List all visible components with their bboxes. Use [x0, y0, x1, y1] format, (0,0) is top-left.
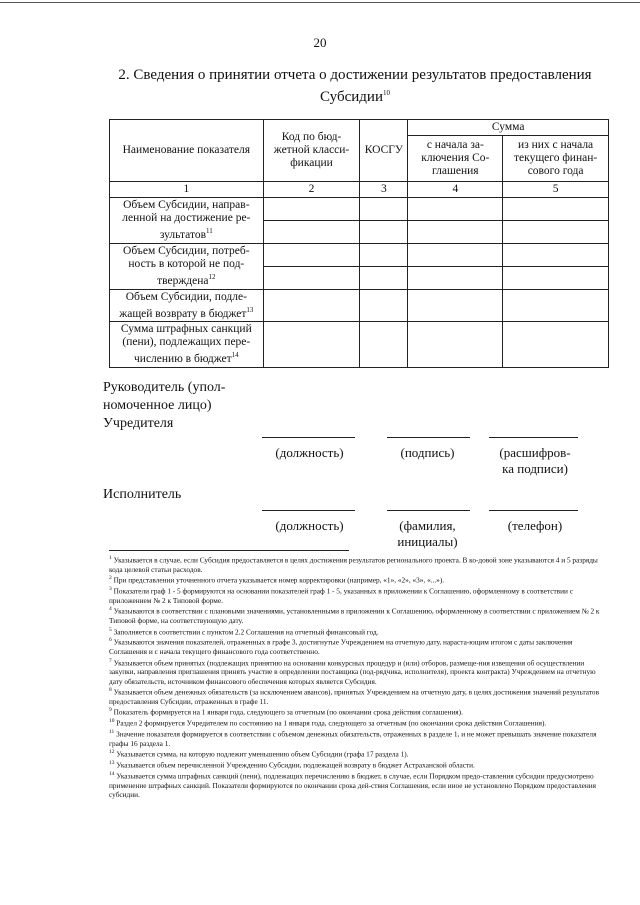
cell — [360, 289, 408, 322]
footnotes — [109, 554, 604, 800]
fullname-caption: (фамилия, инициалы) — [397, 518, 458, 549]
executor-label: Исполнитель — [103, 487, 182, 502]
col-number: 1 — [110, 182, 264, 198]
footnote: $^9$ Показатель формируется на 1 января года, следующего за отчетным (по окончании срока действия соглашения). — [109, 707, 463, 717]
col-number: 3 — [360, 182, 408, 198]
cell — [263, 289, 360, 322]
footnote: $^5$ Заполняется в соответствии с пунктом 2.2 Соглашения на отчетный финансовый год. — [109, 626, 379, 636]
row-label: Объем Субсидии, потреб-ность в которой не под-тверждена$^{12}$ — [110, 243, 264, 289]
cell — [408, 266, 503, 289]
footnote: $^7$ Указывается объем принятых (подлежащих принятию на основании конкурсных процедур и (или) отборов, размеще-ния извещения об осуществлении закупки, направления приглашения принять участие в определении поставщика (под-рядчика, исполнителя), проекта контракта) Учреждением на отчетную дату обязательств, источником финансового обеспечения которых является Субсидия. — [109, 657, 596, 686]
col-number: 5 — [503, 182, 609, 198]
section-title — [100, 66, 610, 106]
table-row — [110, 289, 609, 322]
column-numbers-row — [110, 182, 609, 198]
head-signatory-label: Руководитель (упол- номоченное лицо) Учредителя — [103, 380, 226, 431]
decoding-caption: (расшифров- ка подписи) — [499, 445, 571, 476]
cell — [503, 289, 609, 322]
position-line — [262, 437, 355, 438]
cell — [408, 289, 503, 322]
cell — [503, 266, 609, 289]
footnote: $^{14}$ Указывается сумма штрафных санкций (пени), подлежащих перечислению в бюджет, в случае, если Порядком предо-ставления субсидии предусмотрено применение штрафных санкций. Показатели формируются по окончании срока дей-ствия Соглашения, если иное не установлено Порядком предоставления субсидии. — [109, 771, 597, 800]
cell — [263, 322, 360, 368]
cell — [263, 243, 360, 266]
page-number: 20 — [313, 35, 327, 50]
position-caption: (должность) — [275, 445, 344, 460]
decoding-line — [489, 437, 578, 438]
cell — [503, 322, 609, 368]
header-code: Код по бюд-жетной класси-фикации — [263, 120, 360, 182]
footnote: $^4$ Указываются в соответствии с плановыми значениями, установленными в приложении к Соглашению, оформленному в соответствии с приложением № 2 к Типовой форме, на соответствующую дату. — [109, 606, 600, 626]
cell — [360, 198, 408, 221]
section-title-line2: Субсидии$^{10}$ — [320, 89, 390, 105]
cell — [408, 322, 503, 368]
section-title-line1: 2. Сведения о принятии отчета о достижении результатов предоставления — [118, 67, 592, 83]
cell — [360, 322, 408, 368]
footnote: $^6$ Указываются значения показателей, отраженных в графе 3, достигнутые Учреждением на отчетную дату, нараста-ющим итогом с даты заключения Соглашения и с начала текущего финансового года соответственно. — [109, 637, 573, 657]
header-since-start: с начала за-ключения Со-глашения — [408, 136, 503, 182]
phone-line — [489, 510, 578, 511]
signature-line — [387, 437, 470, 438]
footnote: $^{11}$ Значение показателя формируется в соответствии с объемом денежных обязательств, отраженных в разделе 1, и не может превышать значение показателя графы 16 раздела 1. — [109, 729, 597, 748]
header-current-year: из них с начала текущего финан-сового года — [503, 136, 609, 182]
scan-top-edge — [0, 2, 640, 3]
cell — [263, 198, 360, 221]
cell — [503, 220, 609, 243]
col-number: 2 — [263, 182, 360, 198]
row-label: Объем Субсидии, подле-жащей возврату в бюджет$^{13}$ — [110, 289, 264, 322]
table-row — [110, 198, 609, 221]
cell — [408, 220, 503, 243]
footnote: $^{13}$ Указывается объем перечисленной Учреждению Субсидии, подлежащей возврату в бюджет Астраханской области. — [109, 760, 475, 770]
signature-caption: (подпись) — [400, 445, 455, 460]
cell — [503, 243, 609, 266]
header-name: Наименование показателя — [110, 120, 264, 182]
footnote: $^1$ Указывается в случае, если Субсидия предоставляется в целях достижения результатов регионального проекта. В ко-довой зоне указываются 4 и 5 разряды кода целевой статьи расходов. — [109, 555, 598, 574]
fullname-line — [387, 510, 470, 511]
header-kosgu: КОСГУ — [360, 120, 408, 182]
cell — [263, 266, 360, 289]
col-number: 4 — [408, 182, 503, 198]
footnote: $^8$ Указывается объем денежных обязательств (за исключением авансов), принятых Учреждением на отчетную дату, в целях достижения значений результатов предоставления Субсидии, отраженных в графе 11. — [109, 687, 600, 707]
footnote: $^3$ Показатели граф 1 - 5 формируются на основании показателей граф 1 - 5, указанных в приложении к Соглашению, оформленному в соответствии с приложением № 2 к Типовой форме. — [109, 586, 573, 605]
cell — [360, 220, 408, 243]
footnote-separator — [109, 550, 349, 551]
phone-caption: (телефон) — [507, 518, 563, 533]
table-row — [110, 322, 609, 368]
header-sum: Сумма — [408, 120, 609, 136]
position2-caption: (должность) — [275, 518, 344, 533]
cell — [408, 198, 503, 221]
cell — [503, 198, 609, 221]
report-table — [109, 119, 609, 368]
cell — [263, 220, 360, 243]
footnote: $^2$ При представлении уточненного отчета указывается номер корректировки (например, «1», «2», «3», «...»). — [109, 575, 445, 585]
footnote: $^{12}$ Указывается сумма, на которую подлежит уменьшению объем Субсидии (графа 17 раздела 1). — [109, 749, 409, 759]
cell — [360, 266, 408, 289]
row-label: Сумма штрафных санкций (пени), подлежащих пере-числению в бюджет$^{14}$ — [110, 322, 264, 368]
position2-line — [262, 510, 355, 511]
cell — [360, 243, 408, 266]
table-row — [110, 243, 609, 266]
row-label: Объем Субсидии, направ-ленной на достижение ре-зультатов$^{11}$ — [110, 198, 264, 244]
cell — [408, 243, 503, 266]
footnote: $^{10}$ Раздел 2 формируется Учредителем по состоянию на 1 января года, следующего за отчетным (по окончании срока действия Соглашения). — [109, 718, 547, 728]
